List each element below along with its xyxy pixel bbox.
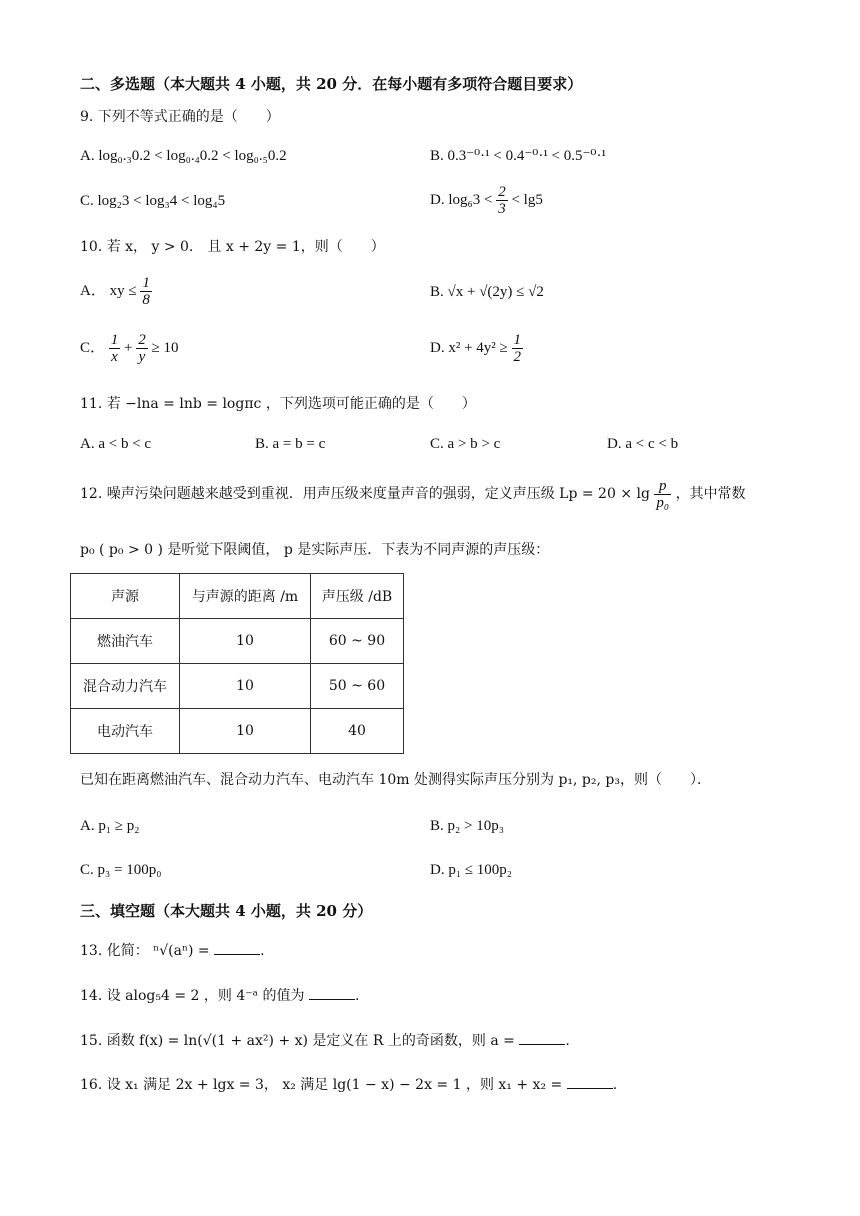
table-cell: 40 xyxy=(311,709,404,754)
table-header-row xyxy=(71,574,404,619)
q16-period: . xyxy=(612,1077,618,1093)
q13-answer-blank[interactable] xyxy=(214,940,260,955)
q10-c-fraction-1 xyxy=(109,332,121,365)
table-cell: 燃油汽车 xyxy=(71,619,180,664)
table-cell: 50 ~ 60 xyxy=(311,664,404,709)
q16 xyxy=(80,1074,617,1095)
q9-d-numerator: 2 xyxy=(498,184,506,201)
section-3-heading: 三、填空题（本大题共 4 小题，共 20 分） xyxy=(80,902,373,920)
q9-option-b: B. 0.3⁻⁰·¹ < 0.4⁻⁰·¹ < 0.5⁻⁰·¹ xyxy=(430,148,606,164)
q16-answer-blank[interactable] xyxy=(567,1074,613,1089)
table-row xyxy=(71,619,404,664)
q10-a-fraction xyxy=(140,275,152,308)
q9-option-d xyxy=(430,182,543,218)
q10-d-prefix: D. x² + 4y² ≥ xyxy=(430,340,508,356)
q12-line-1-prefix: 12. 噪声污染问题越来越受到重视．用声压级来度量声音的强弱，定义声压级 Lp = 20 × lg xyxy=(80,486,650,502)
table-cell: 电动汽车 xyxy=(71,709,180,754)
q10-a-denominator: 8 xyxy=(142,292,150,309)
q9-d-fraction xyxy=(496,184,508,217)
q16-text: 16. 设 x₁ 满足 2x + lgx = 3， x₂ 满足 lg(1 − x) − 2x = 1 ，则 x₁ + x₂ = xyxy=(80,1077,563,1093)
q10-c-suffix: ≥ 10 xyxy=(151,340,179,356)
q15-answer-blank[interactable] xyxy=(519,1030,565,1045)
q10-c-numerator-1: 1 xyxy=(110,332,119,349)
q12-line-3: 已知在距离燃油汽车、混合动力汽车、电动汽车 10m 处测得实际声压分别为 p₁, p₂, p₃，则（ ）． xyxy=(80,772,711,788)
q10-option-d xyxy=(430,330,523,366)
table-header-cell: 声源 xyxy=(71,574,180,619)
q11-stem: 11. 若 −lna = lnb = logπc ，下列选项可能正确的是（ ） xyxy=(80,396,476,412)
table-cell: 混合动力汽车 xyxy=(71,664,180,709)
q10-d-numerator: 1 xyxy=(513,332,522,349)
table-cell: 10 xyxy=(180,619,311,664)
q9-option-a: A. log₀.₃0.2 < log₀.₄0.2 < log₀.₅0.2 xyxy=(80,148,287,164)
q10-d-fraction xyxy=(512,332,524,365)
q13-period: . xyxy=(260,943,265,959)
q12-option-a: A. p₁ ≥ p₂ xyxy=(80,818,140,834)
sound-level-table xyxy=(70,573,404,754)
q12-option-d: D. p₁ ≤ 100p₂ xyxy=(430,862,513,878)
q12-line-1 xyxy=(80,476,746,512)
q11-option-a: A. a < b < c xyxy=(80,436,152,452)
q10-option-b: B. √x + √(2y) ≤ √2 xyxy=(430,284,544,300)
q10-c-prefix: C． xyxy=(80,340,106,356)
q10-c-plus: + xyxy=(124,340,133,356)
section-2-heading: 二、多选题（本大题共 4 小题，共 20 分．在每小题有多项符合题目要求） xyxy=(80,75,583,93)
q15 xyxy=(80,1030,570,1051)
q10-c-denominator-2: y xyxy=(138,349,146,366)
q14-text: 14. 设 alog₅4 = 2 ，则 4⁻ᵃ 的值为 xyxy=(80,988,305,1004)
table-cell: 10 xyxy=(180,709,311,754)
q9-stem: 9. 下列不等式正确的是（ ） xyxy=(80,109,280,125)
q13-text: 13. 化简： ⁿ√(aⁿ) = xyxy=(80,943,210,959)
q15-period: . xyxy=(565,1033,570,1049)
q12-line-1-suffix: ，其中常数 xyxy=(675,486,746,502)
q12-fraction-denominator: p₀ xyxy=(656,494,670,511)
table-cell: 10 xyxy=(180,664,311,709)
q11-option-d: D. a < c < b xyxy=(607,436,679,452)
q12-option-c: C. p₃ = 100p₀ xyxy=(80,862,162,878)
q10-c-numerator-2: 2 xyxy=(138,332,146,349)
table-cell: 60 ~ 90 xyxy=(311,619,404,664)
q10-stem: 10. 若 x， y > 0． 且 x + 2y = 1，则（ ） xyxy=(80,239,385,255)
table-header-cell: 声压级 /dB xyxy=(311,574,404,619)
q9-d-denominator: 3 xyxy=(498,201,506,218)
q10-a-prefix: A． xy ≤ xyxy=(80,283,137,299)
q11-option-b: B. a = b = c xyxy=(255,436,326,452)
q10-option-c xyxy=(80,330,178,366)
q13 xyxy=(80,940,265,961)
q10-option-a xyxy=(80,273,152,309)
q14-answer-blank[interactable] xyxy=(309,985,355,1000)
q10-a-numerator: 1 xyxy=(142,275,150,292)
q12-fraction xyxy=(654,478,671,511)
q10-c-denominator-1: x xyxy=(111,349,118,366)
q10-d-denominator: 2 xyxy=(513,349,522,366)
table-header-cell: 与声源的距离 /m xyxy=(180,574,311,619)
q14-period: . xyxy=(354,988,360,1004)
table-row xyxy=(71,709,404,754)
q12-fraction-numerator: p xyxy=(654,478,671,495)
q11-option-c: C. a > b > c xyxy=(430,436,501,452)
q10-c-fraction-2 xyxy=(136,332,148,365)
q12-option-b: B. p₂ > 10p₃ xyxy=(430,818,504,834)
q9-d-suffix: < lg5 xyxy=(511,192,543,208)
q9-d-prefix: D. log₆3 < xyxy=(430,192,493,208)
q9-option-c: C. log₂3 < log₃4 < log₄5 xyxy=(80,193,226,209)
table-row xyxy=(71,664,404,709)
q15-text: 15. 函数 f(x) = ln(√(1 + ax²) + x) 是定义在 R 上的奇函数，则 a = xyxy=(80,1033,515,1049)
q14 xyxy=(80,985,359,1006)
q12-line-2: p₀ ( p₀ > 0 ) 是听觉下限阈值， p 是实际声压．下表为不同声源的声压级： xyxy=(80,542,550,558)
